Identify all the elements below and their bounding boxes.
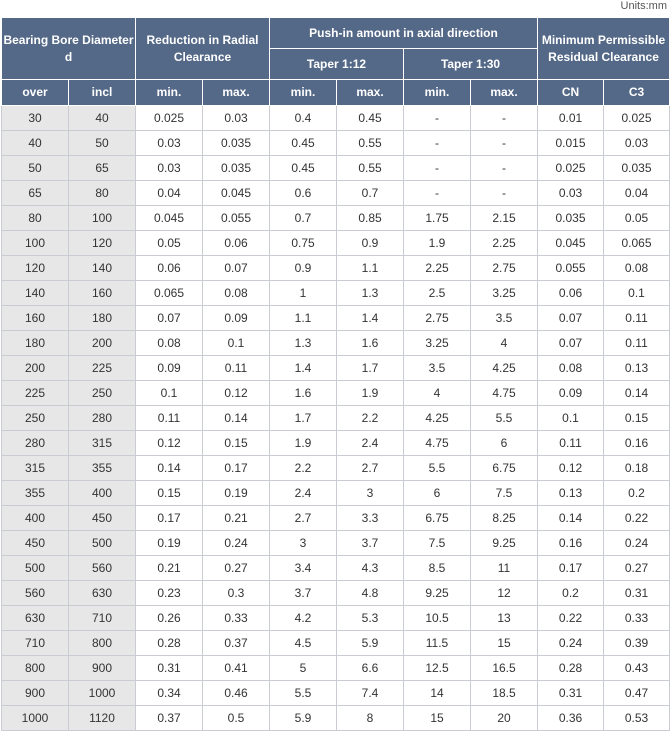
cell-bore-incl: 280 [69,406,136,431]
cell-bore-incl: 710 [69,606,136,631]
cell-reduction-min: 0.03 [136,156,203,181]
cell-taper30-max: - [471,156,538,181]
cell-bore-incl: 65 [69,156,136,181]
cell-reduction-min: 0.12 [136,431,203,456]
cell-reduction-min: 0.05 [136,231,203,256]
cell-bore-incl: 450 [69,506,136,531]
cell-residual-c3: 0.11 [604,331,670,356]
header-reduction-max: max. [203,80,270,106]
header-min-residual-clearance: Minimum Permissible Residual Clearance [538,18,670,80]
cell-taper12-max: 1.7 [337,356,404,381]
table-row [2,631,670,656]
cell-residual-cn: 0.16 [538,531,604,556]
cell-taper30-max: 9.25 [471,531,538,556]
cell-bore-incl: 250 [69,381,136,406]
cell-reduction-min: 0.37 [136,706,203,731]
cell-residual-c3: 0.03 [604,131,670,156]
cell-taper30-min: 10.5 [404,606,471,631]
cell-residual-c3: 0.08 [604,256,670,281]
cell-residual-c3: 0.43 [604,656,670,681]
cell-bore-incl: 225 [69,356,136,381]
cell-reduction-min: 0.1 [136,381,203,406]
cell-taper12-max: 4.8 [337,581,404,606]
table-row [2,431,670,456]
table-row [2,531,670,556]
cell-taper30-min: 4.25 [404,406,471,431]
cell-taper12-max: 0.9 [337,231,404,256]
clearance-table [1,17,670,731]
cell-residual-c3: 0.04 [604,181,670,206]
cell-residual-c3: 0.18 [604,456,670,481]
cell-taper30-max: - [471,181,538,206]
table-row [2,206,670,231]
cell-taper12-min: 1.1 [270,306,337,331]
cell-residual-cn: 0.08 [538,356,604,381]
table-row [2,306,670,331]
cell-bore-incl: 1120 [69,706,136,731]
cell-taper30-max: 6.75 [471,456,538,481]
cell-taper30-max: 8.25 [471,506,538,531]
cell-taper30-max: 5.5 [471,406,538,431]
cell-taper30-min: 4.75 [404,431,471,456]
cell-bore-over: 120 [2,256,69,281]
cell-bore-incl: 40 [69,106,136,131]
cell-taper30-min: 1.75 [404,206,471,231]
cell-bore-over: 630 [2,606,69,631]
cell-taper12-min: 1.6 [270,381,337,406]
cell-taper12-min: 2.2 [270,456,337,481]
table-row [2,681,670,706]
cell-bore-over: 40 [2,131,69,156]
cell-taper12-max: 2.7 [337,456,404,481]
cell-taper30-max: 13 [471,606,538,631]
table-row [2,606,670,631]
cell-taper12-max: 0.85 [337,206,404,231]
cell-taper12-max: 1.4 [337,306,404,331]
cell-taper30-min: 6 [404,481,471,506]
cell-reduction-max: 0.045 [203,181,270,206]
cell-residual-cn: 0.13 [538,481,604,506]
table-row [2,656,670,681]
cell-taper30-min: 15 [404,706,471,731]
cell-taper12-min: 0.45 [270,131,337,156]
table-header [2,18,670,106]
cell-reduction-max: 0.1 [203,331,270,356]
cell-taper12-max: 0.55 [337,131,404,156]
cell-bore-over: 80 [2,206,69,231]
cell-taper12-max: 0.45 [337,106,404,131]
cell-taper12-min: 0.45 [270,156,337,181]
cell-taper12-max: 0.55 [337,156,404,181]
cell-residual-c3: 0.035 [604,156,670,181]
cell-taper30-min: 4 [404,381,471,406]
cell-taper12-max: 6.6 [337,656,404,681]
cell-reduction-min: 0.34 [136,681,203,706]
cell-residual-c3: 0.11 [604,306,670,331]
table-row [2,381,670,406]
cell-residual-cn: 0.1 [538,406,604,431]
cell-taper30-min: 5.5 [404,456,471,481]
cell-reduction-max: 0.33 [203,606,270,631]
cell-residual-cn: 0.11 [538,431,604,456]
cell-residual-c3: 0.14 [604,381,670,406]
cell-taper30-max: 2.25 [471,231,538,256]
cell-residual-c3: 0.53 [604,706,670,731]
cell-residual-c3: 0.15 [604,406,670,431]
table-row [2,706,670,731]
cell-taper12-min: 4.5 [270,631,337,656]
cell-reduction-min: 0.14 [136,456,203,481]
cell-taper30-min: 11.5 [404,631,471,656]
cell-taper12-max: 5.9 [337,631,404,656]
cell-taper12-max: 1.6 [337,331,404,356]
cell-reduction-min: 0.08 [136,331,203,356]
cell-bore-over: 50 [2,156,69,181]
cell-taper12-max: 8 [337,706,404,731]
cell-reduction-min: 0.06 [136,256,203,281]
cell-reduction-min: 0.23 [136,581,203,606]
cell-bore-over: 450 [2,531,69,556]
cell-bore-incl: 1000 [69,681,136,706]
cell-reduction-max: 0.46 [203,681,270,706]
table-row [2,231,670,256]
cell-residual-cn: 0.2 [538,581,604,606]
cell-taper12-max: 5.3 [337,606,404,631]
cell-residual-c3: 0.16 [604,431,670,456]
header-taper30-min: min. [404,80,471,106]
cell-taper30-min: - [404,181,471,206]
table-row [2,456,670,481]
cell-reduction-max: 0.12 [203,381,270,406]
cell-reduction-min: 0.28 [136,631,203,656]
cell-reduction-max: 0.09 [203,306,270,331]
cell-residual-c3: 0.24 [604,531,670,556]
cell-reduction-max: 0.5 [203,706,270,731]
cell-taper12-max: 1.3 [337,281,404,306]
cell-taper12-max: 3.3 [337,506,404,531]
cell-bore-over: 800 [2,656,69,681]
cell-taper12-min: 5 [270,656,337,681]
cell-residual-c3: 0.2 [604,481,670,506]
header-taper-1-12: Taper 1:12 [270,49,404,80]
table-row [2,256,670,281]
header-over: over [2,80,69,106]
cell-residual-cn: 0.17 [538,556,604,581]
cell-bore-over: 400 [2,506,69,531]
cell-taper30-max: - [471,131,538,156]
cell-taper30-min: 3.5 [404,356,471,381]
cell-taper30-max: 2.15 [471,206,538,231]
cell-residual-cn: 0.36 [538,706,604,731]
cell-bore-over: 65 [2,181,69,206]
cell-taper30-max: 4.75 [471,381,538,406]
cell-residual-cn: 0.03 [538,181,604,206]
cell-residual-c3: 0.05 [604,206,670,231]
table-row [2,506,670,531]
header-taper-1-30: Taper 1:30 [404,49,538,80]
cell-reduction-max: 0.11 [203,356,270,381]
table-row [2,281,670,306]
cell-residual-c3: 0.39 [604,631,670,656]
cell-bore-over: 280 [2,431,69,456]
cell-bore-incl: 900 [69,656,136,681]
header-taper12-min: min. [270,80,337,106]
cell-taper30-min: 8.5 [404,556,471,581]
header-cn: CN [538,80,604,106]
cell-taper30-min: 2.25 [404,256,471,281]
cell-taper12-max: 7.4 [337,681,404,706]
cell-bore-over: 160 [2,306,69,331]
table-row [2,481,670,506]
cell-bore-incl: 160 [69,281,136,306]
cell-taper30-min: 3.25 [404,331,471,356]
cell-reduction-max: 0.37 [203,631,270,656]
cell-taper12-min: 0.6 [270,181,337,206]
cell-taper30-min: - [404,106,471,131]
cell-residual-c3: 0.31 [604,581,670,606]
cell-taper30-max: 2.75 [471,256,538,281]
header-taper12-max: max. [337,80,404,106]
cell-residual-cn: 0.22 [538,606,604,631]
cell-bore-incl: 500 [69,531,136,556]
cell-reduction-max: 0.21 [203,506,270,531]
cell-taper12-min: 1.9 [270,431,337,456]
cell-taper12-max: 2.4 [337,431,404,456]
table-row [2,331,670,356]
cell-reduction-max: 0.3 [203,581,270,606]
cell-taper12-min: 3 [270,531,337,556]
cell-residual-cn: 0.12 [538,456,604,481]
cell-reduction-min: 0.09 [136,356,203,381]
cell-taper12-max: 4.3 [337,556,404,581]
cell-bore-incl: 100 [69,206,136,231]
cell-taper12-min: 0.7 [270,206,337,231]
cell-taper12-min: 0.4 [270,106,337,131]
cell-reduction-min: 0.11 [136,406,203,431]
table-row [2,356,670,381]
cell-residual-cn: 0.24 [538,631,604,656]
cell-residual-cn: 0.14 [538,506,604,531]
cell-bore-incl: 315 [69,431,136,456]
cell-taper30-min: 7.5 [404,531,471,556]
cell-bore-incl: 140 [69,256,136,281]
header-c3: C3 [604,80,670,106]
cell-taper30-max: 16.5 [471,656,538,681]
cell-taper12-max: 1.9 [337,381,404,406]
cell-reduction-min: 0.03 [136,131,203,156]
cell-bore-over: 30 [2,106,69,131]
cell-bore-over: 200 [2,356,69,381]
cell-bore-over: 315 [2,456,69,481]
cell-residual-cn: 0.025 [538,156,604,181]
cell-reduction-max: 0.035 [203,156,270,181]
cell-bore-incl: 180 [69,306,136,331]
cell-taper30-max: 3.25 [471,281,538,306]
cell-bore-over: 500 [2,556,69,581]
cell-taper30-min: 14 [404,681,471,706]
cell-bore-over: 225 [2,381,69,406]
cell-residual-cn: 0.07 [538,331,604,356]
cell-bore-over: 180 [2,331,69,356]
cell-taper12-min: 0.75 [270,231,337,256]
cell-taper12-min: 0.9 [270,256,337,281]
cell-reduction-max: 0.19 [203,481,270,506]
cell-taper30-min: 12.5 [404,656,471,681]
cell-residual-cn: 0.31 [538,681,604,706]
cell-residual-cn: 0.055 [538,256,604,281]
cell-residual-c3: 0.025 [604,106,670,131]
cell-taper12-min: 5.5 [270,681,337,706]
cell-reduction-max: 0.08 [203,281,270,306]
cell-bore-over: 355 [2,481,69,506]
cell-taper12-min: 4.2 [270,606,337,631]
cell-residual-c3: 0.27 [604,556,670,581]
cell-residual-c3: 0.1 [604,281,670,306]
cell-residual-cn: 0.07 [538,306,604,331]
cell-taper12-max: 1.1 [337,256,404,281]
cell-reduction-max: 0.24 [203,531,270,556]
cell-residual-cn: 0.09 [538,381,604,406]
cell-taper30-max: 4 [471,331,538,356]
cell-taper12-min: 5.9 [270,706,337,731]
header-reduction-min: min. [136,80,203,106]
cell-bore-incl: 120 [69,231,136,256]
cell-reduction-max: 0.055 [203,206,270,231]
cell-taper30-max: - [471,106,538,131]
cell-residual-c3: 0.13 [604,356,670,381]
cell-reduction-max: 0.15 [203,431,270,456]
cell-reduction-min: 0.025 [136,106,203,131]
cell-taper30-min: 2.75 [404,306,471,331]
cell-taper30-max: 11 [471,556,538,581]
cell-residual-c3: 0.22 [604,506,670,531]
cell-taper30-max: 12 [471,581,538,606]
cell-bore-incl: 355 [69,456,136,481]
cell-reduction-min: 0.07 [136,306,203,331]
cell-bore-over: 900 [2,681,69,706]
table-row [2,181,670,206]
cell-taper12-max: 3.7 [337,531,404,556]
cell-taper12-min: 1.3 [270,331,337,356]
cell-taper30-max: 6 [471,431,538,456]
table-body [2,106,670,731]
cell-taper30-max: 3.5 [471,306,538,331]
cell-taper30-min: 1.9 [404,231,471,256]
cell-reduction-min: 0.065 [136,281,203,306]
cell-bore-over: 710 [2,631,69,656]
cell-bore-over: 100 [2,231,69,256]
cell-reduction-max: 0.035 [203,131,270,156]
cell-bore-over: 250 [2,406,69,431]
cell-taper12-min: 3.4 [270,556,337,581]
cell-residual-cn: 0.035 [538,206,604,231]
cell-reduction-min: 0.04 [136,181,203,206]
cell-reduction-min: 0.045 [136,206,203,231]
cell-bore-over: 140 [2,281,69,306]
cell-taper30-max: 15 [471,631,538,656]
cell-residual-cn: 0.015 [538,131,604,156]
cell-reduction-max: 0.06 [203,231,270,256]
cell-taper30-min: 9.25 [404,581,471,606]
header-bore-diameter: Bearing Bore Diameter d [2,18,136,80]
header-push-in-amount: Push-in amount in axial direction [270,18,538,49]
cell-taper30-min: 6.75 [404,506,471,531]
cell-taper30-min: - [404,131,471,156]
cell-reduction-max: 0.07 [203,256,270,281]
cell-bore-incl: 200 [69,331,136,356]
cell-taper12-min: 2.4 [270,481,337,506]
table-row [2,556,670,581]
cell-bore-over: 560 [2,581,69,606]
cell-bore-incl: 560 [69,556,136,581]
cell-taper30-max: 20 [471,706,538,731]
cell-taper12-min: 2.7 [270,506,337,531]
table-row [2,131,670,156]
cell-taper30-min: - [404,156,471,181]
cell-reduction-max: 0.27 [203,556,270,581]
cell-bore-incl: 630 [69,581,136,606]
cell-reduction-min: 0.15 [136,481,203,506]
table-row [2,406,670,431]
header-taper30-max: max. [471,80,538,106]
cell-taper30-max: 7.5 [471,481,538,506]
cell-reduction-max: 0.17 [203,456,270,481]
cell-reduction-min: 0.21 [136,556,203,581]
table-row [2,106,670,131]
cell-taper12-min: 3.7 [270,581,337,606]
cell-bore-incl: 400 [69,481,136,506]
cell-taper12-max: 2.2 [337,406,404,431]
cell-reduction-max: 0.14 [203,406,270,431]
cell-taper12-max: 3 [337,481,404,506]
cell-taper30-max: 4.25 [471,356,538,381]
cell-reduction-max: 0.41 [203,656,270,681]
header-incl: incl [69,80,136,106]
cell-residual-cn: 0.01 [538,106,604,131]
cell-bore-incl: 800 [69,631,136,656]
cell-reduction-min: 0.19 [136,531,203,556]
cell-taper12-max: 0.7 [337,181,404,206]
cell-reduction-min: 0.17 [136,506,203,531]
cell-reduction-max: 0.03 [203,106,270,131]
cell-reduction-min: 0.26 [136,606,203,631]
table-row [2,156,670,181]
cell-taper30-max: 18.5 [471,681,538,706]
cell-taper12-min: 1.4 [270,356,337,381]
cell-bore-incl: 50 [69,131,136,156]
units-label: Units:mm [620,0,667,12]
cell-residual-c3: 0.47 [604,681,670,706]
cell-residual-c3: 0.33 [604,606,670,631]
table-row [2,581,670,606]
cell-bore-over: 1000 [2,706,69,731]
cell-residual-c3: 0.065 [604,231,670,256]
cell-taper12-min: 1 [270,281,337,306]
header-reduction-radial-clearance: Reduction in Radial Clearance [136,18,270,80]
cell-residual-cn: 0.045 [538,231,604,256]
cell-reduction-min: 0.31 [136,656,203,681]
cell-residual-cn: 0.28 [538,656,604,681]
cell-bore-incl: 80 [69,181,136,206]
cell-taper12-min: 1.7 [270,406,337,431]
cell-residual-cn: 0.06 [538,281,604,306]
cell-taper30-min: 2.5 [404,281,471,306]
